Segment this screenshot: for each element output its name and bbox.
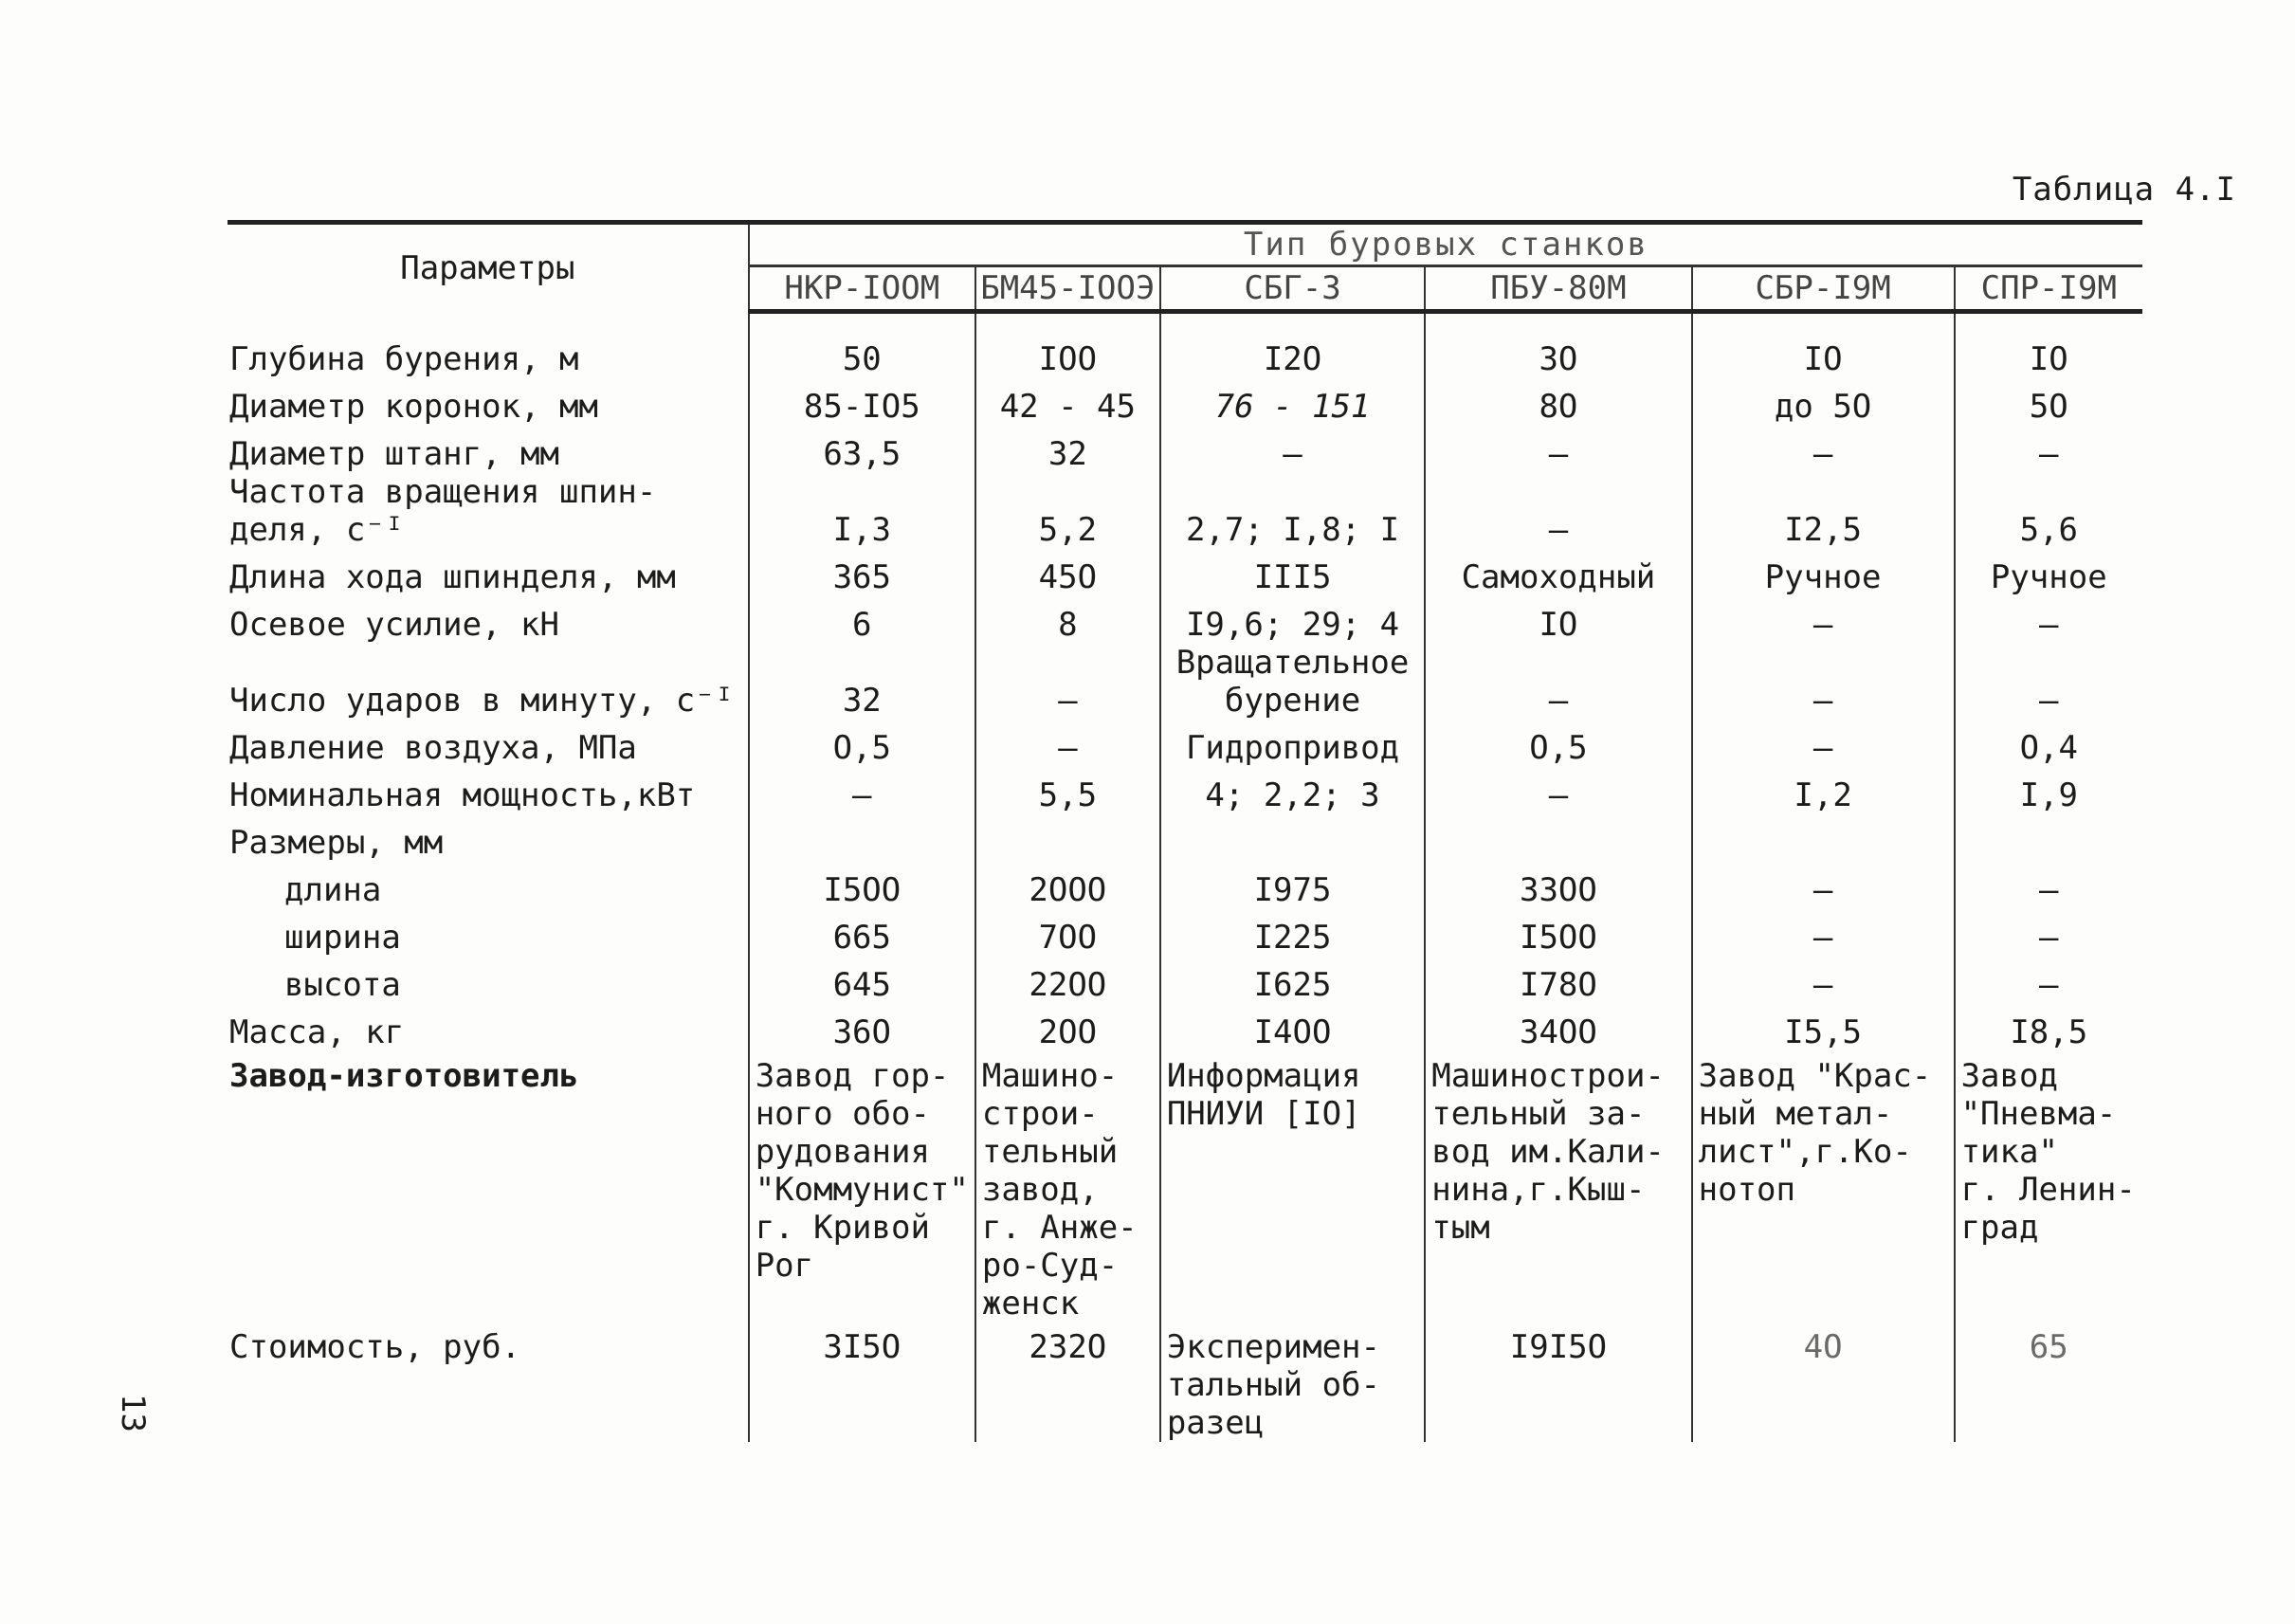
value-cell-text: – xyxy=(1812,606,1833,644)
value-cell xyxy=(1160,720,1425,767)
value-cell xyxy=(1160,767,1425,814)
value-cell-text: – xyxy=(1812,871,1833,909)
value-cell-text: 85-IО5 xyxy=(803,388,920,426)
manufacturer-cell xyxy=(1692,1051,1955,1323)
value-cell xyxy=(1955,909,2142,957)
machine-header: СБГ-3 xyxy=(1160,266,1425,312)
value-cell xyxy=(1425,644,1691,720)
value-cell xyxy=(749,1004,975,1051)
machine-header: БМ45-IООЭ xyxy=(975,266,1160,312)
parameter-label-text: Осевое усилие, кН xyxy=(229,606,559,644)
manufacturer-cell-text: Завод "Крас- ный метал- лист",г.Ко- нотоп xyxy=(1698,1057,1932,1209)
machine-header: СПР-I9М xyxy=(1955,266,2142,312)
value-cell xyxy=(749,814,975,862)
value-cell xyxy=(975,720,1160,767)
cost-cell xyxy=(1692,1323,1955,1442)
cost-cell-text: Эксперимен- тальный об- разец xyxy=(1166,1328,1380,1442)
table-row xyxy=(228,1051,2142,1323)
value-cell xyxy=(749,549,975,596)
manufacturer-cell-text: Машино- строи- тельный завод, г. Анже- ро-Суд- женск xyxy=(981,1057,1138,1323)
table-body xyxy=(228,312,2142,1443)
value-cell xyxy=(975,549,1160,596)
value-cell xyxy=(1692,312,1955,379)
value-cell xyxy=(1955,596,2142,644)
value-cell-text: 665 xyxy=(832,919,891,957)
value-cell-text: – xyxy=(2039,682,2059,720)
value-cell xyxy=(1692,909,1955,957)
value-cell-text: 22ОО xyxy=(1029,966,1107,1004)
value-cell-text: 42 - 45 xyxy=(999,388,1136,426)
cost-cell xyxy=(975,1323,1160,1442)
value-cell xyxy=(975,312,1160,379)
value-cell xyxy=(1955,312,2142,379)
table-caption: Таблица 4.I xyxy=(2012,171,2236,209)
value-cell xyxy=(1160,426,1425,473)
value-cell xyxy=(1692,720,1955,767)
value-cell xyxy=(1692,473,1955,549)
value-cell xyxy=(1425,767,1691,814)
table-row xyxy=(228,720,2142,767)
value-cell xyxy=(975,426,1160,473)
value-cell xyxy=(1160,814,1425,862)
value-cell xyxy=(1692,549,1955,596)
value-cell xyxy=(1692,814,1955,862)
value-cell-text: Самоходный xyxy=(1461,558,1656,596)
value-cell xyxy=(1425,1004,1691,1051)
value-cell xyxy=(1160,644,1425,720)
value-cell xyxy=(1955,862,2142,909)
value-cell xyxy=(1160,909,1425,957)
table-row xyxy=(228,814,2142,862)
rig-types-header: Тип буровых станков xyxy=(749,223,2142,266)
table-row xyxy=(228,644,2142,720)
cost-cell xyxy=(1160,1323,1425,1442)
parameter-label-text: Глубина бурения, м xyxy=(229,340,579,378)
value-cell xyxy=(1692,862,1955,909)
value-cell xyxy=(1160,1004,1425,1051)
value-cell-text: IО xyxy=(2029,340,2068,378)
value-cell xyxy=(749,957,975,1004)
value-cell xyxy=(1955,767,2142,814)
value-cell xyxy=(1425,473,1691,549)
value-cell xyxy=(1955,957,2142,1004)
value-cell xyxy=(1692,957,1955,1004)
parameter-label-text: Размеры, мм xyxy=(229,824,444,862)
value-cell xyxy=(975,1004,1160,1051)
value-cell-text: I,2 xyxy=(1794,776,1852,814)
value-cell-text: I4ОО xyxy=(1253,1013,1332,1051)
value-cell-text: – xyxy=(1812,435,1833,473)
cost-cell-text: I9I5О xyxy=(1509,1328,1608,1366)
value-cell-text: I225 xyxy=(1253,919,1332,957)
value-cell-text: Вращательное бурение xyxy=(1175,644,1410,720)
value-cell xyxy=(1160,957,1425,1004)
value-cell xyxy=(1692,378,1955,426)
value-cell xyxy=(975,814,1160,862)
parameter-label-text: Завод-изготовитель xyxy=(229,1057,579,1095)
value-cell xyxy=(1425,312,1691,379)
value-cell-text: IО xyxy=(1539,606,1578,644)
parameter-label xyxy=(228,862,749,909)
value-cell-text: 3О xyxy=(1539,340,1578,378)
value-cell-text: III5 xyxy=(1253,558,1332,596)
parameter-label-text: Частота вращения шпин- деля, с⁻ᴵ xyxy=(229,473,657,549)
parameter-label-text: Длина хода шпинделя, мм xyxy=(229,558,676,596)
manufacturer-cell-text: Машинострои- тельный за- вод им.Кали- нина,г.Кыш- тым xyxy=(1431,1057,1665,1247)
value-cell-text: 5О xyxy=(2029,388,2068,426)
value-cell xyxy=(1955,473,2142,549)
table-row xyxy=(228,473,2142,549)
parameter-label xyxy=(228,909,749,957)
value-cell-text: – xyxy=(2039,871,2059,909)
value-cell-text: I78О xyxy=(1519,966,1597,1004)
cost-cell xyxy=(1425,1323,1691,1442)
manufacturer-cell-text: Завод "Пневма- тика" г. Ленин- град xyxy=(1960,1057,2136,1247)
value-cell-text: Ручное xyxy=(1990,558,2107,596)
table-row xyxy=(228,767,2142,814)
parameter-label-text: Давление воздуха, МПа xyxy=(229,729,637,767)
value-cell xyxy=(749,473,975,549)
parameters-header: Параметры xyxy=(228,223,749,312)
value-cell-text: 2ОО xyxy=(1038,1013,1098,1051)
manufacturer-cell xyxy=(1160,1051,1425,1323)
value-cell xyxy=(1955,378,2142,426)
table-row xyxy=(228,596,2142,644)
value-cell-text: I5ОО xyxy=(823,871,902,909)
value-cell-text: Ручное xyxy=(1764,558,1882,596)
value-cell xyxy=(975,596,1160,644)
parameter-label xyxy=(228,644,749,720)
parameter-label xyxy=(228,549,749,596)
value-cell-text: 32 xyxy=(842,682,882,720)
value-cell-text: 365 xyxy=(832,558,891,596)
value-cell xyxy=(1955,814,2142,862)
manufacturer-cell xyxy=(975,1051,1160,1323)
value-cell xyxy=(1160,473,1425,549)
cost-cell xyxy=(1955,1323,2142,1442)
value-cell xyxy=(975,957,1160,1004)
value-cell xyxy=(1955,426,2142,473)
value-cell-text: 63,5 xyxy=(823,435,902,473)
machine-header: ПБУ-80М xyxy=(1425,266,1691,312)
value-cell xyxy=(1425,549,1691,596)
value-cell-text: – xyxy=(852,776,872,814)
value-cell-text: 6 xyxy=(852,606,872,644)
machine-header: СБР-I9М xyxy=(1692,266,1955,312)
manufacturer-cell xyxy=(1425,1051,1691,1323)
value-cell-text: 8 xyxy=(1058,606,1078,644)
drilling-rigs-table xyxy=(228,220,2142,1442)
parameter-label-text: высота xyxy=(284,966,401,1004)
value-cell xyxy=(1425,720,1691,767)
value-cell-text: I8,5 xyxy=(2010,1013,2088,1051)
value-cell-text: – xyxy=(1058,729,1078,767)
value-cell-text: I5ОО xyxy=(1519,919,1597,957)
parameter-label-text: Диаметр штанг, мм xyxy=(229,435,559,473)
page-number: 13 xyxy=(114,1394,152,1432)
value-cell-text: I2О xyxy=(1263,340,1322,378)
value-cell-text: – xyxy=(1812,682,1833,720)
value-cell-text: О,4 xyxy=(2019,729,2078,767)
value-cell-text: 32 xyxy=(1047,435,1087,473)
value-cell-text: – xyxy=(1548,776,1569,814)
value-cell xyxy=(1160,596,1425,644)
parameter-label-text: длина xyxy=(284,871,382,909)
parameter-label xyxy=(228,957,749,1004)
value-cell xyxy=(749,767,975,814)
value-cell-text: I,3 xyxy=(832,511,891,549)
value-cell xyxy=(1955,549,2142,596)
value-cell xyxy=(1955,1004,2142,1051)
table-row xyxy=(228,1004,2142,1051)
value-cell xyxy=(749,720,975,767)
value-cell xyxy=(1425,596,1691,644)
value-cell xyxy=(749,426,975,473)
value-cell-text: – xyxy=(2039,919,2059,957)
parameter-label xyxy=(228,378,749,426)
value-cell xyxy=(1160,862,1425,909)
parameter-label-text: Масса, кг xyxy=(229,1013,405,1051)
parameter-label xyxy=(228,473,749,549)
parameter-label xyxy=(228,1323,749,1442)
value-cell-text: 50 xyxy=(842,340,882,378)
value-cell xyxy=(749,909,975,957)
value-cell xyxy=(1425,378,1691,426)
value-cell xyxy=(1425,862,1691,909)
value-cell-text: 76 - 151 xyxy=(1214,388,1371,426)
value-cell-text: – xyxy=(2039,606,2059,644)
parameter-label-text: ширина xyxy=(284,919,401,957)
table-row xyxy=(228,549,2142,596)
value-cell xyxy=(1160,312,1425,379)
value-cell-text: I975 xyxy=(1253,871,1332,909)
value-cell-text: I2,5 xyxy=(1784,511,1863,549)
value-cell xyxy=(975,378,1160,426)
parameter-label-text: Диаметр коронок, мм xyxy=(229,388,598,426)
machine-header: НКР-IООМ xyxy=(749,266,975,312)
value-cell-text: IОО xyxy=(1038,340,1098,378)
value-cell-text: 34ОО xyxy=(1519,1013,1597,1051)
value-cell xyxy=(975,862,1160,909)
value-cell xyxy=(1425,814,1691,862)
value-cell xyxy=(1692,644,1955,720)
value-cell-text: – xyxy=(1812,729,1833,767)
value-cell-text: О,5 xyxy=(832,729,891,767)
value-cell-text: 5,2 xyxy=(1038,511,1098,549)
value-cell xyxy=(749,312,975,379)
value-cell-text: – xyxy=(1812,919,1833,957)
value-cell-text: 5,6 xyxy=(2019,511,2078,549)
value-cell xyxy=(1955,644,2142,720)
table-row xyxy=(228,909,2142,957)
value-cell xyxy=(749,596,975,644)
value-cell-text: 2ООО xyxy=(1029,871,1107,909)
manufacturer-cell xyxy=(1955,1051,2142,1323)
parameter-label xyxy=(228,596,749,644)
value-cell xyxy=(975,644,1160,720)
manufacturer-cell-text: Информация ПНИУИ [IО] xyxy=(1166,1057,1361,1133)
value-cell xyxy=(1160,378,1425,426)
value-cell-text: – xyxy=(1548,682,1569,720)
value-cell xyxy=(749,378,975,426)
value-cell xyxy=(975,909,1160,957)
table-row xyxy=(228,378,2142,426)
value-cell-text: 645 xyxy=(832,966,891,1004)
value-cell xyxy=(1692,767,1955,814)
value-cell-text: 5,5 xyxy=(1038,776,1098,814)
table-row xyxy=(228,312,2142,379)
value-cell-text: 45О xyxy=(1038,558,1098,596)
value-cell-text: – xyxy=(1058,682,1078,720)
value-cell-text: 33ОО xyxy=(1519,871,1597,909)
parameter-label xyxy=(228,426,749,473)
value-cell xyxy=(1160,549,1425,596)
value-cell-text: – xyxy=(1548,435,1569,473)
table-row xyxy=(228,957,2142,1004)
parameter-label xyxy=(228,767,749,814)
value-cell-text: IО xyxy=(1803,340,1843,378)
value-cell xyxy=(1425,426,1691,473)
value-cell-text: I625 xyxy=(1253,966,1332,1004)
value-cell-text: 8О xyxy=(1539,388,1578,426)
parameter-label-text: Стоимость, руб. xyxy=(229,1328,521,1366)
value-cell xyxy=(749,644,975,720)
table-row xyxy=(228,1323,2142,1442)
cost-cell xyxy=(749,1323,975,1442)
value-cell-text: – xyxy=(1812,966,1833,1004)
value-cell xyxy=(749,862,975,909)
value-cell-text: 2,7; I,8; I xyxy=(1185,511,1400,549)
value-cell xyxy=(1425,909,1691,957)
value-cell-text: – xyxy=(2039,435,2059,473)
value-cell-text: до 5О xyxy=(1774,388,1872,426)
value-cell xyxy=(1692,1004,1955,1051)
table-row xyxy=(228,862,2142,909)
value-cell-text: I5,5 xyxy=(1784,1013,1863,1051)
value-cell xyxy=(1955,720,2142,767)
value-cell-text: О,5 xyxy=(1529,729,1588,767)
manufacturer-cell-text: Завод гор- ного обо- рудования "Коммунист" г. Кривой Рог xyxy=(755,1057,969,1285)
parameter-label-text: Номинальная мощность,кВт xyxy=(229,776,696,814)
value-cell-text: 36О xyxy=(832,1013,891,1051)
parameter-label xyxy=(228,814,749,862)
value-cell xyxy=(975,767,1160,814)
parameter-label xyxy=(228,1004,749,1051)
value-cell-text: – xyxy=(1548,511,1569,549)
manufacturer-cell xyxy=(749,1051,975,1323)
value-cell-text: I9,6; 29; 4 xyxy=(1185,606,1400,644)
value-cell-text: I,9 xyxy=(2019,776,2078,814)
value-cell-text: Гидропривод xyxy=(1185,729,1400,767)
value-cell-text: 7ОО xyxy=(1038,919,1098,957)
parameter-label xyxy=(228,720,749,767)
value-cell xyxy=(1692,596,1955,644)
value-cell xyxy=(975,473,1160,549)
value-cell-text: – xyxy=(2039,966,2059,1004)
value-cell-text: 4; 2,2; 3 xyxy=(1205,776,1380,814)
cost-cell-text: 232О xyxy=(1029,1328,1107,1366)
table-row xyxy=(228,426,2142,473)
cost-cell-text: 3I5О xyxy=(823,1328,902,1366)
value-cell xyxy=(1425,957,1691,1004)
value-cell-text: – xyxy=(1283,435,1302,473)
cost-cell-text: 4О xyxy=(1803,1328,1843,1366)
value-cell xyxy=(1692,426,1955,473)
parameter-label xyxy=(228,312,749,379)
parameter-label xyxy=(228,1051,749,1323)
cost-cell-text: 65 xyxy=(2029,1328,2068,1366)
parameter-label-text: Число ударов в минуту, с⁻ᴵ xyxy=(229,682,735,720)
